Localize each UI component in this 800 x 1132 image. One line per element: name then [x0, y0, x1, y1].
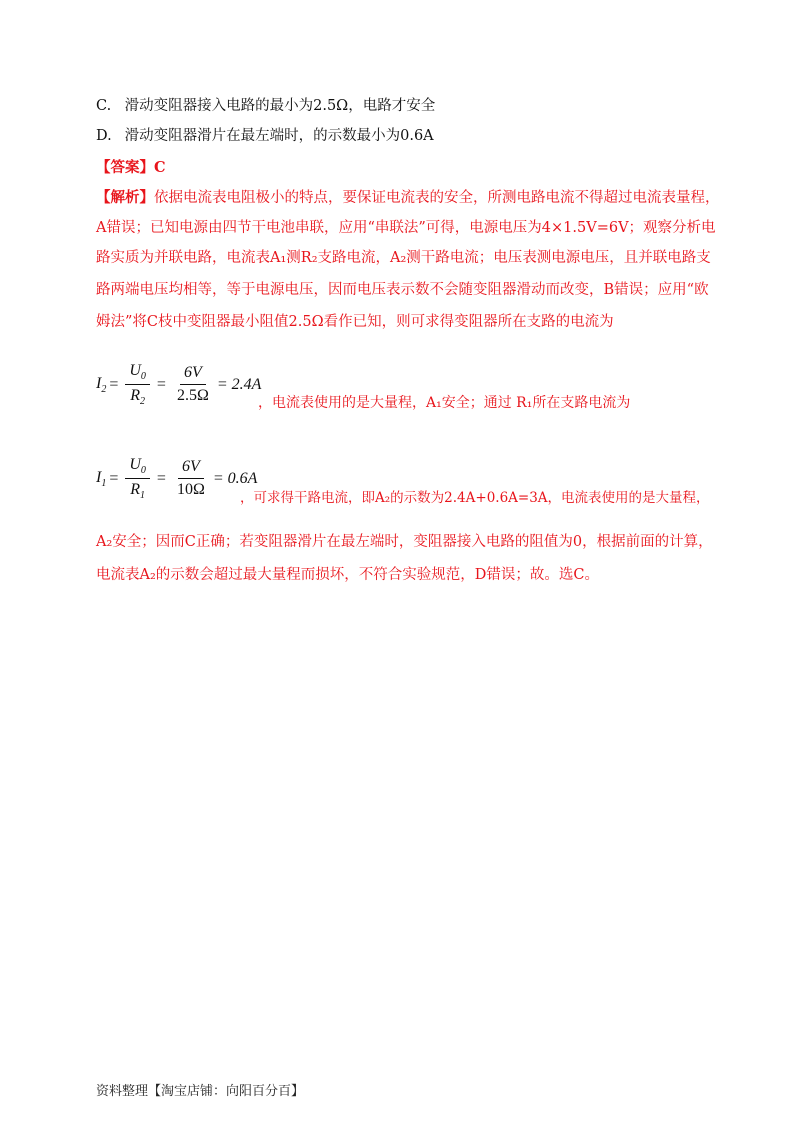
analysis-line-5: 姆法”将C枝中变阻器最小阻值2.5Ω看作已知，则可求得变阻器所在支路的电流为 [96, 314, 614, 330]
formula-i2: $I_2$ = $\frac{U_0}{R_2}$ = $\frac{6V}{2.5\Omega}$ = 2.4A [96, 362, 262, 408]
fraction-values: $\frac{6V}{10\Omega}$ [176, 458, 205, 499]
option-text: 滑动变阻器接入电路的最小为2.5Ω，电路才安全 [124, 98, 436, 114]
answer-line [96, 158, 166, 178]
page-footer: 资料整理【淘宝店铺：向阳百分百】 [96, 1084, 305, 1099]
answer-value: C [154, 159, 166, 176]
formula-result: = 2.4A [216, 375, 262, 393]
fraction-u-over-r: $\frac{U_0}{R_2}$ [125, 362, 150, 407]
option-d [96, 126, 434, 146]
answer-label: 【答案】 [96, 159, 154, 176]
formula-lhs: $I_2$ [96, 374, 107, 395]
analysis-text: 依据电流表电阻极小的特点，要保证电流表的安全，所测电路电流不得超过电流表量程， [154, 190, 720, 206]
equals-sign: = [109, 375, 119, 393]
analysis-label: 【解析】 [96, 189, 154, 206]
fraction-values: $\frac{6V}{2.5\Omega}$ [176, 364, 209, 405]
fraction-u-over-r: $\frac{U_0}{R_1}$ [125, 456, 150, 501]
equals-sign: = [109, 469, 119, 487]
closing-line-1: A₂安全；因而C正确；若变阻器滑片在最左端时，变阻器接入电路的阻值为0，根据前面的计算， [96, 534, 713, 550]
option-letter: C. [96, 98, 112, 114]
analysis-line-2: A错误；已知电源由四节干电池串联，应用“串联法”可得，电源电压为4×1.5V=6V；观察分析电 [96, 220, 716, 236]
formula1-followup: ，电流表使用的是大量程，A₁安全；通过 R₁所在支路电流为 [258, 395, 631, 411]
option-letter: D. [96, 128, 112, 144]
option-c [96, 96, 435, 116]
formula-result: = 0.6A [212, 469, 258, 487]
formula2-followup: ，可求得干路电流，即A₂的示数为2.4A+0.6A=3A，电流表使用的是大量程， [240, 490, 710, 506]
analysis-line-1 [96, 188, 720, 208]
analysis-line-3: 路实质为并联电路，电流表A₁测R₂支路电流，A₂测干路电流；电压表测电源电压，且并联电路支 [96, 250, 711, 266]
formula-lhs: $I_1$ [96, 468, 107, 489]
formula-i1: $I_1$ = $\frac{U_0}{R_1}$ = $\frac{6V}{10\Omega}$ = 0.6A [96, 456, 258, 502]
analysis-line-4: 路两端电压均相等，等于电源电压，因而电压表示数不会随变阻器滑动而改变，B错误；应用“欧 [96, 282, 709, 298]
closing-line-2: 电流表A₂的示数会超过最大量程而损坏，不符合实验规范，D错误；故。选C。 [96, 567, 600, 583]
option-text: 滑动变阻器滑片在最左端时，的示数最小为0.6A [124, 128, 434, 144]
